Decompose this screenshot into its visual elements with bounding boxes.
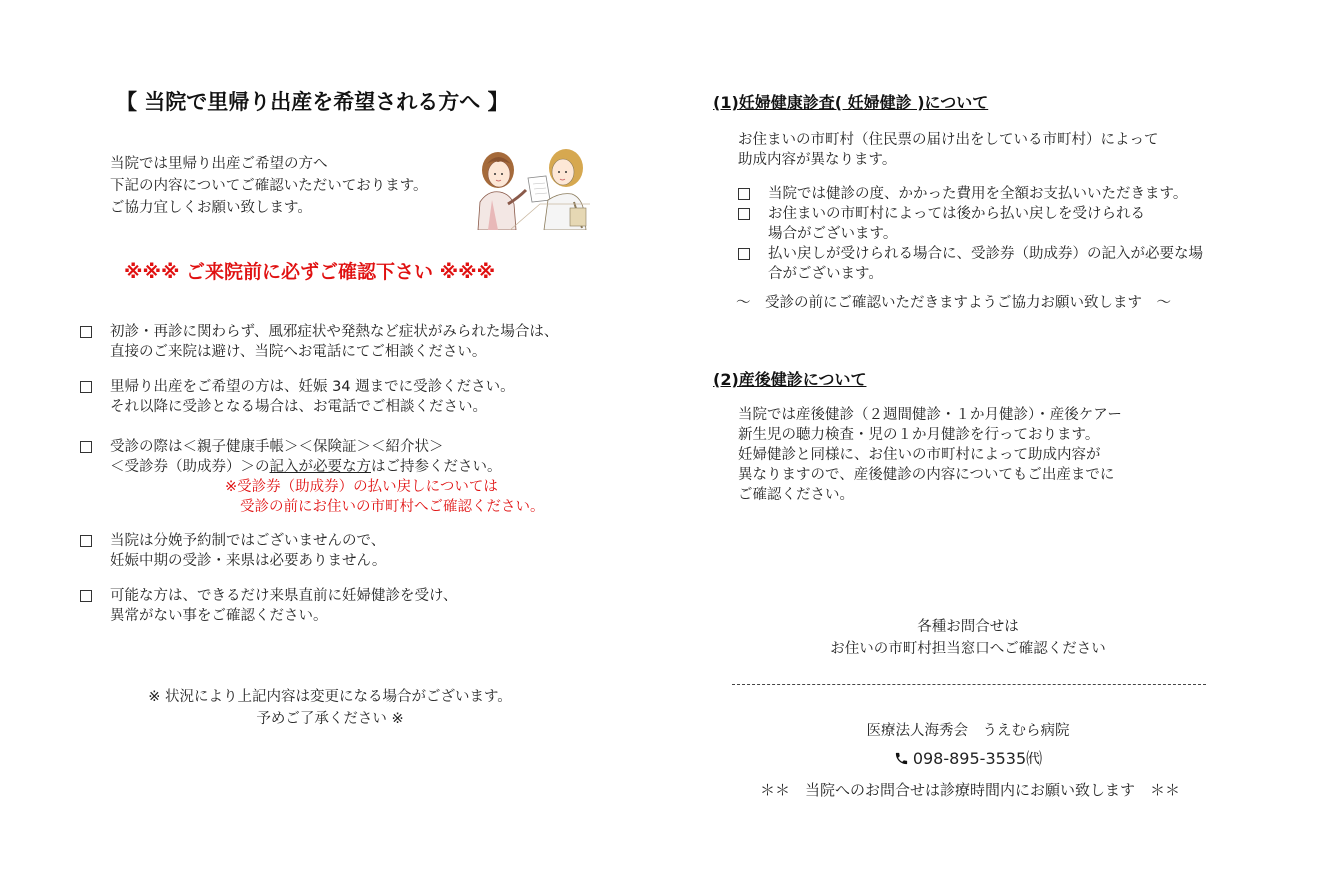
- note-line: 予めご了承ください ※: [256, 711, 404, 727]
- para-line: 助成内容が異なります。: [738, 152, 897, 168]
- underlined-text: 記入が必要な方: [269, 459, 371, 475]
- checkbox-icon: [80, 590, 92, 602]
- para-line: 異なりますので、産後健診の内容についてもご出産までに: [738, 467, 1115, 483]
- item-line: 妊娠中期の受診・来県は必要ありません。: [110, 553, 387, 569]
- contact-line: 各種お問合せは: [917, 619, 1019, 635]
- item-line: 里帰り出産をご希望の方は、妊娠 34 週までに受診ください。: [110, 379, 515, 395]
- intro-line: ご協力宜しくお願い致します。: [110, 200, 312, 216]
- item-line: 初診・再診に関わらず、風邪症状や発熱など症状がみられた場合は、: [110, 324, 559, 340]
- checkbox-icon: [738, 248, 750, 260]
- checkbox-icon: [738, 188, 750, 200]
- para-line: 新生児の聴力検査・児の１か月健診を行っております。: [738, 427, 1100, 443]
- item-line: 異常がない事をご確認ください。: [110, 608, 328, 624]
- item-line: 当院は分娩予約制ではございませんので、: [110, 533, 386, 549]
- para-line: お住まいの市町村（住民票の届け出をしている市町村）によって: [738, 132, 1159, 148]
- intro-line: 下記の内容についてご確認いただいております。: [110, 178, 428, 194]
- red-note-line: ※受診券（助成券）の払い戻しについては: [225, 479, 498, 495]
- section2-heading: (2)産後健診について: [713, 370, 867, 389]
- checkbox-icon: [80, 381, 92, 393]
- phone-icon: [894, 751, 909, 766]
- checkbox-icon: [738, 208, 750, 220]
- para-line: 妊婦健診と同様に、お住いの市町村によって助成内容が: [738, 447, 1101, 463]
- section1-intro: [738, 130, 1159, 170]
- intro-text: [110, 153, 428, 219]
- warning-banner: ※※※ ご来院前に必ずご確認下さい ※※※: [124, 261, 496, 283]
- hospital-name: 医療法人海秀会 うえむら病院: [866, 723, 1070, 739]
- section1-heading: (1)妊婦健康診査( 妊婦健診 )について: [713, 93, 989, 112]
- divider: [732, 684, 1206, 685]
- note-line: ※ 状況により上記内容は変更になる場合がございます。: [148, 689, 512, 705]
- item-line: それ以降に受診となる場合は、お電話でご相談ください。: [110, 399, 487, 415]
- item-line: 場合がございます。: [768, 226, 898, 242]
- checkbox-icon: [80, 441, 92, 453]
- item-line: 合がございます。: [768, 266, 883, 282]
- page-title: 【 当院で里帰り出産を希望される方へ 】: [116, 90, 509, 114]
- footer-note: ＊＊ 当院へのお問合せは診療時間内にお願い致します ＊＊: [759, 781, 1180, 799]
- contact-line: お住いの市町村担当窓口へご確認ください: [830, 641, 1106, 657]
- item-line: 直接のご来院は避け、当院へお電話にてご相談ください。: [110, 344, 487, 360]
- item-text: ＜受診券（助成券）＞の: [110, 459, 270, 475]
- item-text: はご持参ください。: [371, 459, 502, 475]
- phone-number: 098-895-3535㈹: [912, 749, 1043, 768]
- item-line: 払い戻しが受けられる場合に、受診券（助成券）の記入が必要な場: [768, 246, 1203, 262]
- contact-info: [768, 616, 1168, 660]
- checkbox-icon: [80, 535, 92, 547]
- para-line: ご確認ください。: [738, 487, 854, 503]
- item-line: 受診の際は＜親子健康手帳＞＜保険証＞＜紹介状＞: [110, 439, 444, 455]
- phone-row: [768, 746, 1168, 769]
- item-line: [110, 457, 545, 477]
- red-note-line: 受診の前にお住いの市町村へご確認ください。: [240, 499, 545, 515]
- change-notice: [130, 686, 530, 730]
- item-line: 当院では健診の度、かかった費用を全額お支払いいただきます。: [768, 186, 1188, 202]
- intro-line: 当院では里帰り出産ご希望の方へ: [110, 156, 328, 172]
- item-line: 可能な方は、できるだけ来県直前に妊婦健診を受け、: [110, 588, 458, 604]
- section1-closing: ～ 受診の前にご確認いただきますようご協力お願い致します ～: [736, 295, 1171, 311]
- item-line: お住まいの市町村によっては後から払い戻しを受けられる: [768, 206, 1145, 222]
- consultation-illustration: [470, 142, 590, 230]
- checkbox-icon: [80, 326, 92, 338]
- para-line: 当院では産後健診（２週間健診・１か月健診）・産後ケアー: [738, 407, 1122, 423]
- section2-text: [738, 405, 1122, 505]
